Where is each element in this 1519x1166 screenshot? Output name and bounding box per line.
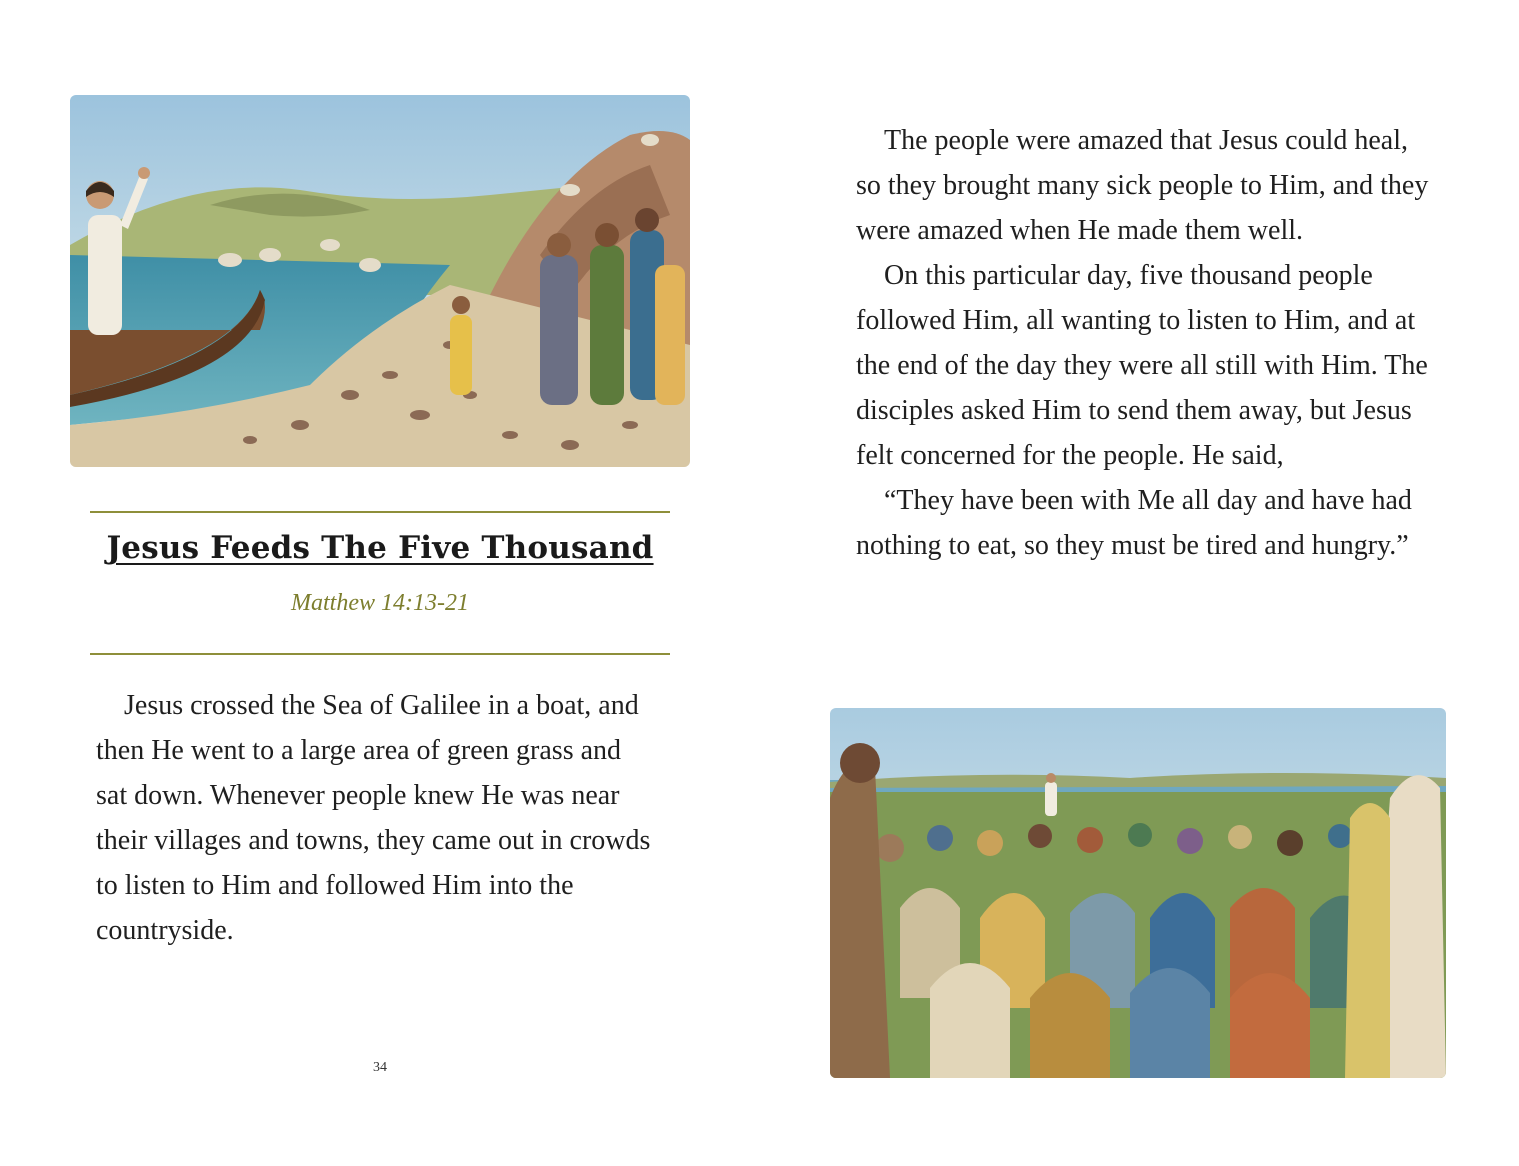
right-body-text (856, 118, 1436, 568)
paragraph: The people were amazed that Jesus could heal, so they brought many sick people to Him, and they were amazed when He made them well. (856, 125, 1429, 246)
left-body-text (96, 683, 656, 953)
illustration-jesus-in-boat (70, 95, 690, 467)
paragraph: On this particular day, five thousand people followed Him, all wanting to listen to Him, and at the end of the day they were all still with Him. The disciples asked Him to send them away, but Jesus felt concerned for the people. He said, (856, 260, 1428, 471)
page-number: 34 (373, 1060, 387, 1075)
scripture-reference: Matthew 14:13-21 (291, 590, 469, 616)
paragraph: Jesus crossed the Sea of Galilee in a boat, and then He went to a large area of green grass and sat down. Whenever people knew He was near their villages and towns, they came out in crowds to listen to Him and followed Him into the countryside. (96, 690, 651, 946)
story-title: Jesus Feeds The Five Thousand (106, 530, 654, 566)
paragraph: “They have been with Me all day and have had nothing to eat, so they must be tired and hungry.” (856, 485, 1412, 561)
title-rule-top (90, 511, 670, 513)
title-rule-bottom (90, 653, 670, 655)
illustration-crowd-listening (830, 708, 1446, 1078)
right-page (760, 0, 1519, 1166)
